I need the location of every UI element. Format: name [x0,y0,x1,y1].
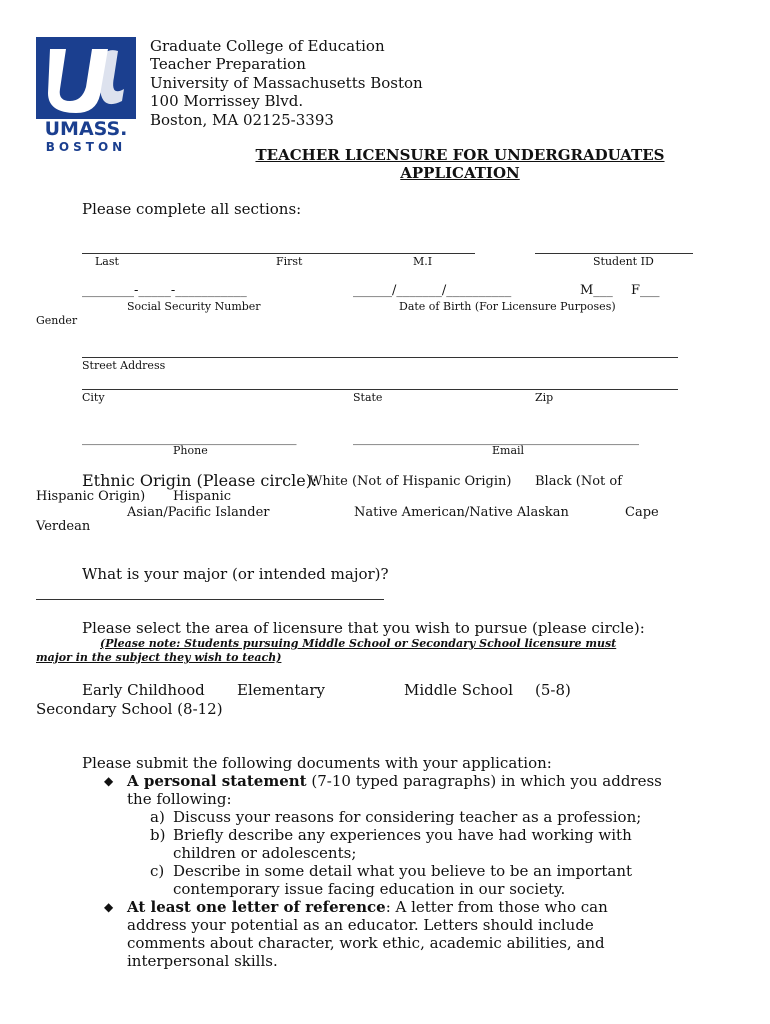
student-id-input-line[interactable] [535,253,693,254]
phone-field[interactable]: _________________________________ [82,431,297,446]
ethnic-option-asian[interactable]: Asian/Pacific Islander [127,505,270,520]
middle-initial-label: M.I [413,255,433,268]
sub-item-c-line2: contemporary issue facing education in our society. [173,880,566,898]
address-block [150,37,423,129]
licensure-note-line1: (Please note: Students pursuing Middle School or Secondary School licensure must [100,637,617,650]
phone-label: Phone [173,444,208,457]
licensure-option-early-childhood[interactable]: Early Childhood [82,681,205,699]
personal-statement-text: (7-10 typed paragraphs) in which you address [306,772,662,790]
reference-line2: address your potential as an educator. Letters should include [127,916,594,934]
ethnic-option-hispanic[interactable]: Hispanic [173,489,232,504]
student-id-label: Student ID [593,255,654,268]
licensure-option-elementary[interactable]: Elementary [237,681,326,699]
ethnic-option-white[interactable]: White (Not of Hispanic Origin) [309,474,512,489]
street-address-label: Street Address [82,359,166,372]
ethnic-origin-heading: Ethnic Origin (Please circle): [82,471,318,490]
email-field[interactable]: ____________________________________________ [353,431,639,446]
gender-label: Gender [36,314,78,327]
reference-line3: comments about character, work ethic, academic abilities, and [127,934,605,952]
personal-statement-title: A personal statement [127,772,307,790]
ethnic-option-native[interactable]: Native American/Native Alaskan [354,505,569,520]
ethnic-option-black-cont[interactable]: Hispanic Origin) [36,489,146,504]
sub-item-c-marker: c) [150,862,165,880]
first-name-label: First [276,255,303,268]
reference-title: At least one letter of reference [127,898,386,916]
diamond-bullet-icon: ◆ [104,900,114,914]
email-label: Email [492,444,525,457]
sub-item-b-text [173,826,632,862]
ethnic-option-black[interactable]: Black (Not of [535,474,623,489]
address-line: Teacher Preparation [150,55,306,74]
logo-umass-text: UMASS. [44,118,128,140]
reference-line4: interpersonal skills. [127,952,278,970]
personal-statement-line1 [127,772,662,790]
logo-boston-text: BOSTON [45,140,127,154]
street-address-input-line[interactable] [82,357,678,358]
form-title-line1: TEACHER LICENSURE FOR UNDERGRADUATES [255,146,665,164]
sub-item-a-marker: a) [150,808,165,826]
reference-line1 [127,898,608,916]
address-line: University of Massachusetts Boston [150,73,423,92]
dob-field[interactable]: ______/_______/__________ [353,283,512,298]
address-line: Graduate College of Education [150,37,385,55]
gender-male-option[interactable]: M___ [580,283,613,298]
sub-item-b-line2: children or adolescents; [173,844,357,862]
last-name-label: Last [95,255,119,268]
address-line: 100 Morrissey Blvd. [150,92,304,111]
licensure-option-middle-grades[interactable]: (5-8) [535,681,571,699]
sub-item-a-text: Discuss your reasons for considering teacher as a profession; [173,808,642,826]
personal-statement-item [127,772,662,808]
documents-intro: Please submit the following documents with your application: [82,754,552,772]
ssn-label: Social Security Number [127,300,261,313]
major-input-line[interactable] [36,599,384,600]
reference-text: : A letter from those who can [385,898,608,916]
ethnic-option-cape-verdean[interactable]: Cape [625,505,659,520]
licensure-option-middle-school[interactable]: Middle School [404,681,513,699]
ethnic-option-cape-verdean-cont[interactable]: Verdean [36,519,91,534]
sub-item-b-marker: b) [150,826,166,844]
personal-statement-line2: the following: [127,790,232,808]
intro-text: Please complete all sections: [82,200,302,218]
city-state-zip-input-line[interactable] [82,389,678,390]
reference-letter-item [127,898,608,970]
umass-boston-logo [36,37,136,155]
sub-item-b-line1: Briefly describe any experiences you have had working with [173,826,632,844]
zip-label: Zip [535,391,554,404]
major-question: What is your major (or intended major)? [82,565,389,583]
licensure-note-line2: major in the subject they wish to teach) [36,651,282,664]
name-input-line[interactable] [82,253,475,254]
licensure-prompt: Please select the area of licensure that you wish to pursue (please circle): [82,619,645,637]
ssn-field[interactable]: ________-_____-___________ [82,283,247,298]
sub-item-c-text [173,862,632,898]
city-label: City [82,391,105,404]
state-label: State [353,391,383,404]
diamond-bullet-icon: ◆ [104,774,114,788]
sub-item-c-line1: Describe in some detail what you believe to be an important [173,862,633,880]
address-line: Boston, MA 02125-3393 [150,110,334,129]
dob-label: Date of Birth (For Licensure Purposes) [399,300,616,313]
form-title-line2: APPLICATION [400,164,520,182]
gender-female-option[interactable]: F___ [631,283,660,298]
licensure-option-secondary[interactable]: Secondary School (8-12) [36,700,223,718]
